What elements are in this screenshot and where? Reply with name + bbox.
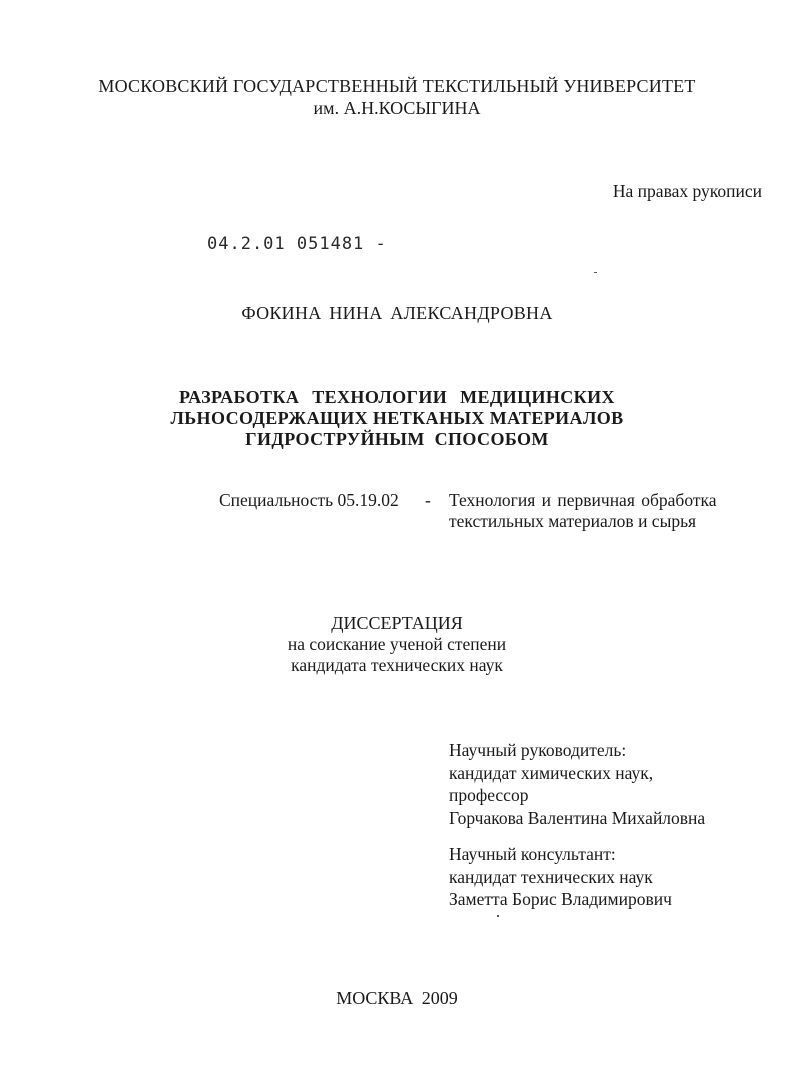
university-subtitle: им. А.Н.КОСЫГИНА xyxy=(313,98,481,118)
scan-speck xyxy=(497,915,499,917)
city-year: МОСКВА 2009 xyxy=(336,988,458,1008)
supervisor-degree: кандидат химических наук, xyxy=(449,762,654,783)
dissertation-degree-line-1: на соискание ученой степени xyxy=(287,634,507,654)
supervisor-block xyxy=(449,739,705,829)
supervisor-rank: профессор xyxy=(449,785,529,805)
rights-note: На правах рукописи xyxy=(612,181,762,201)
thesis-title-line-2: ЛЬНОСОДЕРЖАЩИХ НЕТКАНЫХ МАТЕРИАЛОВ xyxy=(170,408,624,428)
thesis-title-line-3: ГИДРОСТРУЙНЫМ СПОСОБОМ xyxy=(245,429,549,449)
supervisor-role: Научный руководитель: xyxy=(449,740,627,760)
thesis-title-line-1: РАЗРАБОТКА ТЕХНОЛОГИИ МЕДИЦИНСКИХ xyxy=(179,387,615,407)
consultant-block xyxy=(449,843,672,911)
consultant-degree: кандидат технических наук xyxy=(449,866,653,887)
consultant-name: Заметта Борис Владимирович xyxy=(449,889,672,909)
consultant-role: Научный консультант: xyxy=(449,844,616,864)
supervisor-name: Горчакова Валентина Михайловна xyxy=(449,807,706,828)
university-name: МОСКОВСКИЙ ГОСУДАРСТВЕННЫЙ ТЕКСТИЛЬНЫЙ УНИВЕРСИТЕТ xyxy=(98,76,696,96)
dissertation-heading: ДИССЕРТАЦИЯ xyxy=(331,613,463,633)
scan-speck xyxy=(594,272,597,273)
specialty-description-line-1: Технология и первичная обработка xyxy=(449,490,717,510)
specialty-label: Специальность 05.19.02 xyxy=(219,490,399,510)
document-stamp-number: 04.2.01 051481 - xyxy=(207,234,387,254)
dissertation-degree-line-2: кандидата технических наук xyxy=(291,655,503,675)
specialty-dash: - xyxy=(425,490,431,510)
author-name: ФОКИНА НИНА АЛЕКСАНДРОВНА xyxy=(241,303,553,323)
specialty-description-line-2: текстильных материалов и сырья xyxy=(449,511,697,531)
